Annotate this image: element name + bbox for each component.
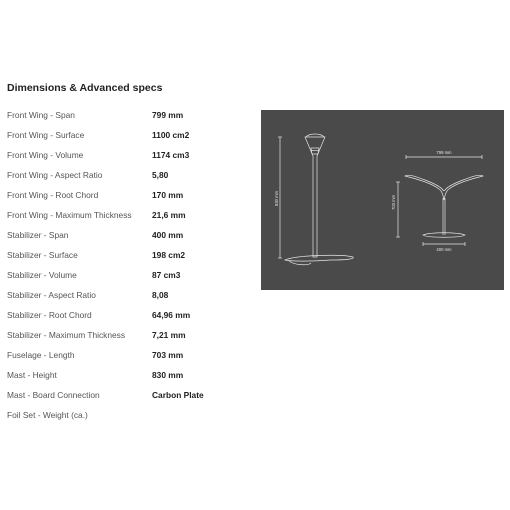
- spec-value: 170 mm: [152, 190, 184, 200]
- spec-row: [7, 325, 252, 345]
- foil-front-view: [405, 175, 483, 237]
- spec-row: [7, 145, 252, 165]
- spec-row: [7, 185, 252, 205]
- spec-value: 1174 cm3: [152, 150, 190, 160]
- spec-label: Front Wing - Surface: [7, 130, 85, 140]
- fuselage-length-label: 703 mm: [391, 194, 396, 210]
- foil-dimensions-diagram: [261, 110, 504, 290]
- mast-height-label: 830 mm: [274, 190, 279, 206]
- spec-value: 400 mm: [152, 230, 184, 240]
- spec-label: Stabilizer - Root Chord: [7, 310, 92, 320]
- spec-row: [7, 285, 252, 305]
- spec-row: [7, 225, 252, 245]
- spec-label: Fuselage - Length: [7, 350, 75, 360]
- spec-value: 799 mm: [152, 110, 184, 120]
- spec-row: [7, 205, 252, 225]
- spec-label: Foil Set - Weight (ca.): [7, 410, 88, 420]
- spec-value: 21,6 mm: [152, 210, 186, 220]
- spec-label: Front Wing - Span: [7, 110, 75, 120]
- spec-label: Stabilizer - Aspect Ratio: [7, 290, 96, 300]
- spec-value: 1100 cm2: [152, 130, 190, 140]
- spec-label: Mast - Board Connection: [7, 390, 100, 400]
- spec-row: [7, 385, 252, 405]
- spec-value: 198 cm2: [152, 250, 186, 260]
- specs-table: [7, 105, 252, 425]
- spec-label: Mast - Height: [7, 370, 57, 380]
- spec-label: Front Wing - Aspect Ratio: [7, 170, 103, 180]
- spec-value: Carbon Plate: [152, 390, 204, 400]
- spec-row: [7, 405, 252, 425]
- spec-value: 5,80: [152, 170, 169, 180]
- spec-value: 64,96 mm: [152, 310, 191, 320]
- spec-value: 7,21 mm: [152, 330, 186, 340]
- spec-row: [7, 245, 252, 265]
- spec-row: [7, 265, 252, 285]
- spec-value: 8,08: [152, 290, 169, 300]
- spec-label: Front Wing - Volume: [7, 150, 84, 160]
- spec-row: [7, 345, 252, 365]
- wing-span-label: 799 mm: [436, 150, 452, 155]
- fuselage-length-dimension: [396, 182, 400, 237]
- spec-value: 703 mm: [152, 350, 184, 360]
- spec-row: [7, 305, 252, 325]
- spec-row: [7, 365, 252, 385]
- section-title: Dimensions & Advanced specs: [7, 82, 163, 94]
- mast-side-view: [285, 134, 353, 265]
- spec-value: 830 mm: [152, 370, 184, 380]
- foil-drawing: [261, 110, 504, 290]
- stabilizer-span-label: 400 mm: [436, 247, 452, 252]
- spec-label: Front Wing - Maximum Thickness: [7, 210, 132, 220]
- wing-span-dimension: [406, 155, 482, 159]
- spec-value: 87 cm3: [152, 270, 181, 280]
- spec-label: Stabilizer - Span: [7, 230, 69, 240]
- spec-label: Stabilizer - Volume: [7, 270, 77, 280]
- stabilizer-span-dimension: [423, 242, 465, 246]
- spec-row: [7, 125, 252, 145]
- spec-label: Front Wing - Root Chord: [7, 190, 99, 200]
- spec-row: [7, 105, 252, 125]
- spec-row: [7, 165, 252, 185]
- spec-label: Stabilizer - Maximum Thickness: [7, 330, 126, 340]
- spec-label: Stabilizer - Surface: [7, 250, 78, 260]
